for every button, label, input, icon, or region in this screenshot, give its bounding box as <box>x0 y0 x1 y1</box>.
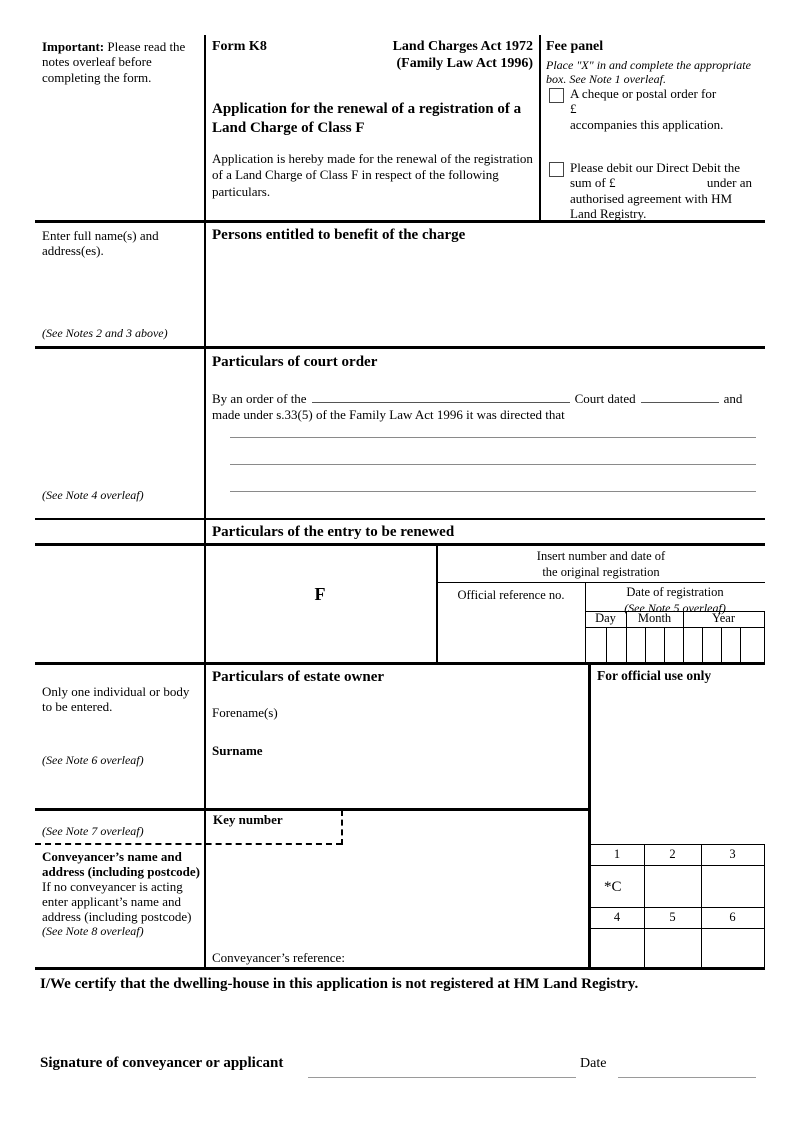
official-use-label: For official use only <box>597 668 712 683</box>
cheque-checkbox[interactable] <box>549 88 564 103</box>
surname-label: Surname <box>212 743 263 758</box>
grid-row-line <box>591 844 765 845</box>
key-number-side-note: (See Note 7 overleaf) <box>42 824 144 838</box>
court-order-line1-c: and <box>723 391 743 406</box>
direct-debit-option <box>570 160 766 221</box>
direct-debit-line3: authorised agreement with HM <box>570 190 733 206</box>
forename-label: Forename(s) <box>212 705 278 720</box>
grid-cell-1: 1 <box>613 847 621 861</box>
key-number-dashed-bottom <box>35 843 342 845</box>
section-rule-5 <box>35 662 765 665</box>
month-label: Month <box>637 611 672 625</box>
cheque-option <box>570 86 762 132</box>
date-reg-note: (See Note 5 overleaf) <box>624 600 726 615</box>
grid-cell-2: 2 <box>669 847 676 861</box>
key-number-label: Key number <box>213 812 283 827</box>
section-rule-4 <box>35 543 765 546</box>
date-reg-label: Date of registration <box>626 585 724 599</box>
day-label: Day <box>595 611 616 625</box>
date-of-registration-input[interactable] <box>586 628 764 662</box>
cheque-amount-label[interactable]: £ <box>570 101 577 117</box>
conveyancer-side-note <box>42 849 204 939</box>
date-label: Date <box>580 1056 607 1071</box>
direct-debit-line4: Land Registry. <box>570 205 647 221</box>
court-name-input[interactable] <box>312 389 570 403</box>
direct-debit-line1: Please debit our Direct Debit the <box>570 160 741 175</box>
grid-row-line <box>591 907 765 908</box>
important-note-text: Please read the notes overleaf before completing the form. <box>42 39 186 85</box>
insert-header-line1: Insert number and date of <box>536 549 666 563</box>
grid-cell-5: 5 <box>669 910 676 924</box>
section-rule-7 <box>35 967 765 970</box>
persons-side-note-ref: (See Notes 2 and 3 above) <box>42 326 168 340</box>
fee-panel-divider <box>539 35 541 221</box>
grid-row-line <box>591 865 765 866</box>
court-order-line1-b: Court dated <box>574 391 636 406</box>
section-rule-2 <box>35 346 765 349</box>
court-order-line2: made under s.33(5) of the Family Law Act 1996 it was directed that <box>212 407 565 422</box>
key-number-dashed-right <box>341 810 343 845</box>
persons-input-area[interactable] <box>212 250 757 340</box>
important-note-bold: Important: <box>42 39 105 54</box>
estate-owner-side-note: Only one individual or body to be entered. <box>42 684 190 715</box>
fee-panel-title: Fee panel <box>546 39 604 54</box>
act-reference <box>330 39 533 73</box>
cheque-option-line3: accompanies this application. <box>570 116 724 132</box>
conveyancer-reference-label: Conveyancer’s reference: <box>212 950 345 965</box>
conveyancer-side-note-bold: Conveyancer’s name and address (including postcode) <box>42 849 200 880</box>
court-order-line1-a: By an order of the <box>212 391 307 406</box>
act-line-1: Land Charges Act 1972 <box>392 39 533 54</box>
court-order-heading: Particulars of court order <box>212 354 378 370</box>
conveyancer-reference-input[interactable] <box>350 945 580 967</box>
grid-row-line <box>591 928 765 929</box>
conveyancer-side-note-ref: (See Note 8 overleaf) <box>42 924 144 939</box>
form-number: Form K8 <box>212 39 267 54</box>
grid-cell-3: 3 <box>729 847 736 861</box>
fee-panel-instruction: Place "X" in and complete the appropriate box. See Note 1 overleaf. <box>546 58 751 87</box>
date-box-right-edge <box>764 611 765 662</box>
form-intro: Application is hereby made for the renewal of the registration of a Land Charge of Class F in respect of the following particulars. <box>212 151 533 199</box>
class-letter: F <box>314 584 326 604</box>
form-title: Application for the renewal of a registration of a Land Charge of Class F <box>212 101 522 136</box>
court-order-writing-line[interactable] <box>230 437 756 438</box>
official-ref-label: Official reference no. <box>457 588 565 602</box>
insert-header-line2: the original registration <box>542 564 660 579</box>
grid-cell-4: 4 <box>613 910 621 924</box>
estate-owner-side-note-ref: (See Note 6 overleaf) <box>42 753 144 767</box>
signature-input-line[interactable] <box>308 1077 576 1078</box>
court-date-input[interactable] <box>641 389 719 403</box>
direct-debit-line2-end: under an <box>706 175 752 191</box>
entry-heading: Particulars of the entry to be renewed <box>212 524 455 540</box>
cheque-option-line1: A cheque or postal order for <box>570 86 717 101</box>
court-order-writing-line[interactable] <box>230 464 756 465</box>
certification-statement: I/We certify that the dwelling-house in this application is not registered at HM Land Registry. <box>40 976 639 992</box>
surname-input[interactable] <box>280 738 585 763</box>
date-input-line[interactable] <box>618 1077 756 1078</box>
year-label: Year <box>711 611 736 625</box>
important-note <box>42 39 200 85</box>
grid-stamp: *C <box>604 879 622 895</box>
estate-owner-heading: Particulars of estate owner <box>212 669 385 685</box>
section-rule-3 <box>35 518 765 520</box>
conveyancer-name-address-input[interactable] <box>212 850 582 950</box>
court-order-side-note: (See Note 4 overleaf) <box>42 488 144 502</box>
act-line-2: (Family Law Act 1996) <box>396 55 533 71</box>
court-order-line1 <box>212 389 758 406</box>
persons-heading: Persons entitled to benefit of the charge <box>212 227 466 243</box>
signature-label: Signature of conveyancer or applicant <box>40 1055 284 1071</box>
court-order-writing-line[interactable] <box>230 491 756 492</box>
insert-header <box>437 549 765 580</box>
conveyancer-side-note-plain: If no conveyancer is acting enter applicant’s name and address (including postcode) <box>42 879 192 925</box>
direct-debit-checkbox[interactable] <box>549 162 564 177</box>
grid-cell-6: 6 <box>729 910 736 924</box>
grid-right-edge <box>764 844 765 967</box>
direct-debit-line2 <box>570 175 752 190</box>
persons-side-note: Enter full name(s) and address(es). <box>42 228 159 259</box>
direct-debit-sum-label[interactable]: sum of £ <box>570 175 616 191</box>
forename-input[interactable] <box>295 700 585 725</box>
